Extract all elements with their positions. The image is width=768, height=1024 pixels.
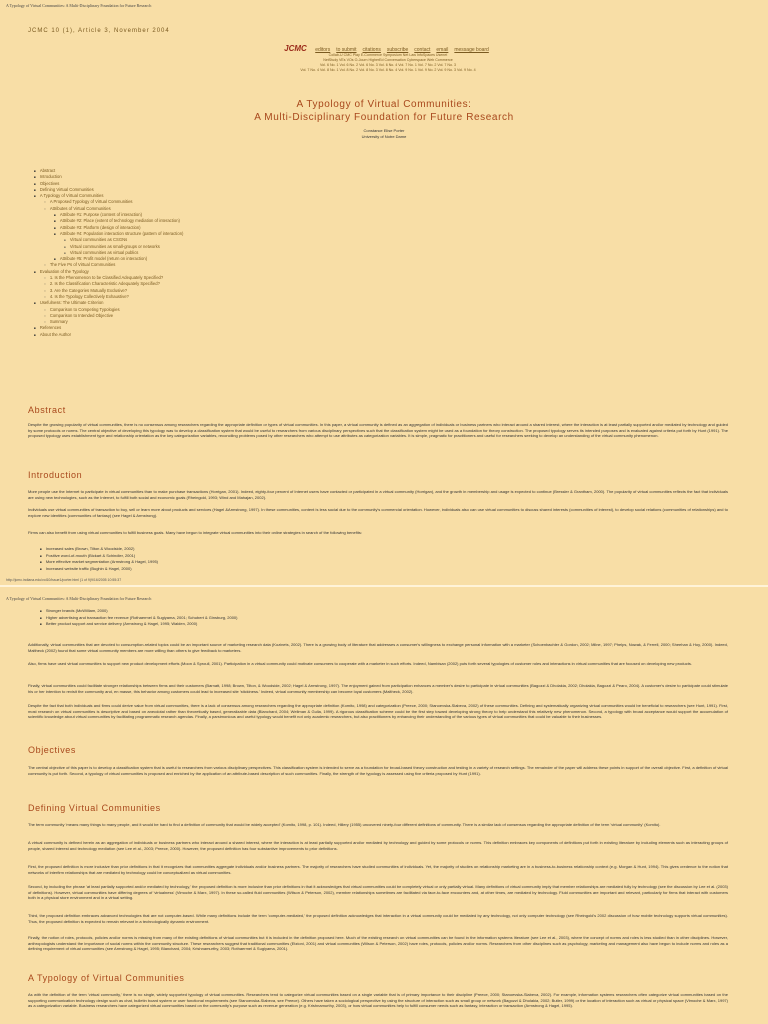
nav-line-5[interactable]: Vol. 7 No. 4 Vol. 8 No. 1 Vol. 8 No. 2 Vol. 8 No. 3 Vol. 8 No. 4 Vol. 9 No. 1 Vol. 9 No. 2 Vol. 9 No. 3 Vol. 9 No. 4 bbox=[300, 68, 476, 72]
toc-link[interactable]: ■ Attribute #2: Place (extent of technology mediation of interaction) bbox=[34, 218, 183, 224]
benefit-item: ■ Stronger brands (McWilliam, 2000) bbox=[40, 608, 237, 615]
benefits-list-2 bbox=[40, 608, 237, 628]
toc-link[interactable]: ○ A Proposed Typology of Virtual Communities bbox=[34, 199, 183, 205]
defining-heading: Defining Virtual Communities bbox=[28, 803, 161, 813]
toc-link[interactable]: ○ 2. Is the Classification Characteristic Adequately Specified? bbox=[34, 281, 183, 287]
defining-paragraph-5: Third, the proposed definition embraces advanced technologies that are not computer-based. While many definitions include the term 'computer-mediated,' the proposed definition acknowledges that interaction in a virtual community could be mediated by any technology, not only computer technology (see Rheingold's 2002 discussion of how mobile technology supports virtual communities). Thus, the proposed definition is expected to remain relevant in a technologically dynamic environment. bbox=[28, 913, 728, 924]
page-footer-url: http://jcmc.indiana.edu/vol10/issue1/porter.html (1 of 9)9/16/2005 10:55:37 bbox=[6, 578, 122, 582]
toc-link[interactable]: ■ A Typology of Virtual Communities bbox=[34, 193, 183, 199]
table-of-contents bbox=[34, 168, 183, 338]
nav-link-email[interactable]: email bbox=[436, 47, 449, 53]
jcmc-logo[interactable]: JCMC bbox=[284, 44, 307, 53]
article-title bbox=[0, 98, 768, 124]
article-title-line1: A Typology of Virtual Communities: bbox=[296, 99, 472, 110]
browser-page-header: A Typology of Virtual Communities: A Multi-Disciplinary Foundation for Future Research bbox=[6, 3, 152, 8]
toc-link[interactable]: ■ Usefulness: The Ultimate Criterion bbox=[34, 300, 183, 306]
toc-link[interactable]: ○ 1. Is the Phenomenon to be Classified Adequately Specified? bbox=[34, 275, 183, 281]
also-paragraph: Also, firms have used virtual communities to support new product development efforts (Moon & Sproull, 2001). Participation in a virtual community could motivate consumers to cooperate with a marketer in such efforts. Indeed, Nambisan (2002) puts forth several typologies of customer roles and interactions in virtual communities that are focused on developing new products. bbox=[28, 661, 692, 666]
journal-nav bbox=[258, 44, 518, 73]
defining-paragraph-3: First, the proposed definition is more inclusive than prior definitions in that it recognizes that communities aggregate individuals and/or business partners. The majority of researchers have studied communities of individuals. Yet, the majority of studies on relationship marketing are in a business-to-business relationship context (e.g. Morgan & Hunt, 1994). This gives credence to the notion that networks of interfirm relationships that are mediated by technology could be conceptualized as virtual communities. bbox=[28, 864, 728, 875]
benefit-item: ■ Better product support and service delivery (Armstrong & Hagel, 1995; Walden, 2000) bbox=[40, 621, 237, 628]
finally-paragraph: Finally, virtual communities could facilitate stronger relationships between firms and their customers (Barnatt, 1998; Brown, Tilton, & Woodside, 2002; Hagel & Armstrong, 1997). The enjoyment gained from participation enhances a member's desire to participate in virtual communities (Bagozzi & Dholakia, 2002; Dholakia, Bagozzi & Pearo, 2004). A customer's desire to participate could stimulate his or her intention to revisit the community and, en masse, this behavior among customers could lead to increased site 'stickiness.' Indeed, virtual community membership can become loyal customers (Maltheck, 2002). bbox=[28, 683, 728, 694]
benefit-item: ■ More effective market segmentation (Armstrong & Hagel, 1995) bbox=[40, 559, 158, 566]
nav-link-editors[interactable]: editors bbox=[315, 47, 331, 53]
nav-link-contact[interactable]: contact bbox=[414, 47, 431, 53]
issue-line: JCMC 10 (1), Article 3, November 2004 bbox=[28, 28, 170, 34]
toc-link[interactable]: ■ Defining Virtual Communities bbox=[34, 187, 183, 193]
typology-heading: A Typology of Virtual Communities bbox=[28, 973, 185, 983]
intro-paragraph-1: More people use the Internet to participate in virtual communities than to make purchase transactions (Horrigan, 2001). Indeed, eighty-four percent of Internet users have contacted or participated in a virtual community (Horrigan), and the growth in membership and usage is expected to continue (Bressler & Grantham, 2000). The popularity of virtual communities reflects the fact that individuals are using new technologies, such as the Internet, to fulfill both social and economic goals (Rheingold, 1993; Wind and Mahajan, 2002). bbox=[28, 489, 728, 500]
benefit-item: ■ Positive word-of-mouth (Bickart & Schindler, 2001) bbox=[40, 553, 158, 560]
toc-link[interactable]: ○ 4. Is the Typology Collectively Exhaustive? bbox=[34, 294, 183, 300]
toc-link[interactable]: ○ 3. Are the Categories Mutually Exclusive? bbox=[34, 288, 183, 294]
toc-link[interactable]: ○ The Five Ps of Virtual Communities bbox=[34, 262, 183, 268]
nav-link-to-submit[interactable]: to submit bbox=[336, 47, 357, 53]
toc-link[interactable]: ○ Comparison to Competing Typologies bbox=[34, 307, 183, 313]
page-break bbox=[0, 585, 768, 587]
introduction-heading: Introduction bbox=[28, 470, 83, 480]
toc-link[interactable]: ● Virtual communities as CSGNs bbox=[34, 237, 183, 243]
toc-link[interactable]: ● Virtual communities as small-groups or networks bbox=[34, 244, 183, 250]
nav-line-3[interactable]: NetStudy VEs VOs O-Journ HigherEd Conversation Cyberspace Web Commerce bbox=[323, 58, 453, 62]
toc-link[interactable]: ○ Summary bbox=[34, 319, 183, 325]
abstract-text: Despite the growing popularity of virtual communities, there is no consensus among researchers regarding the appropriate definition or types of virtual communities. In this paper, a virtual community is defined as an aggregation of individuals or business partners who interact around a shared interest, where the interaction is at least partially supported and/or mediated by technology and guided by some protocols or norms. The central objective of developing this typology was to develop a classification system that would be useful to researchers from various disciplinary perspectives such that the classification system might be used as a foundation for theory construction. The proposed typology serves its intended purposes and is evaluated against criteria put forth by Hunt (1991). The proposed typology uses establishment type and relationship orientation as the key categorization variables, reconciling problems posed by other researchers who attempt to use attributes as categorization variables. It is simple, pragmatic for practitioners and useful for researchers seeking to develop an understanding of the virtual community phenomenon. bbox=[28, 422, 728, 439]
toc-link[interactable]: ■ Attribute #4: Population interaction structure (pattern of interaction) bbox=[34, 231, 183, 237]
nav-link-subscribe[interactable]: subscribe bbox=[386, 47, 409, 53]
toc-link[interactable]: ■ Introduction bbox=[34, 174, 183, 180]
toc-link[interactable]: ■ References bbox=[34, 325, 183, 331]
nav-links-row bbox=[258, 44, 518, 53]
benefit-item: ■ Increased website traffic (Bughin & Hagel, 2000) bbox=[40, 566, 158, 573]
additionally-paragraph: Additionally, virtual communities that are devoted to consumption-related topics could be an important source of marketing research data (Kozinets, 2002). There is a growing body of literature that addresses a consumer's willingness to exchange personal information with a marketer (Schoenbachler & Gordon, 2002; Milne, 1997; Phelps, Nowak, & Ferrell, 2000; Sheehan & Hoy, 2000). Indeed, Maltheck (2002) found that some virtual community members are more willing than others to give feedback to marketers. bbox=[28, 642, 728, 653]
intro-paragraph-2: Individuals use virtual communities of transaction to buy, sell or learn more about products and services (Hagel &Armstrong, 1997). In these communities, content is less social due to the community's commercial orientation. However, individuals also can use virtual communities to discuss shared interests (communities of interest), to develop social relations (communities of relationships) and to explore new identities (communities of fantasy) (see Hagel & Armstrong). bbox=[28, 507, 728, 518]
benefit-item: ■ Increased sales (Brown, Tilton & Woodside, 2002) bbox=[40, 546, 158, 553]
toc-link[interactable]: ○ Attributes of Virtual Communities bbox=[34, 206, 183, 212]
toc-link[interactable]: ■ Abstract bbox=[34, 168, 183, 174]
author-block bbox=[0, 128, 768, 140]
nav-line-4[interactable]: Vol. 6 No. 1 Vol. 6 No. 2 Vol. 6 No. 3 Vol. 6 No. 4 Vol. 7 No. 1 Vol. 7 No. 2 Vol. 7 No. 3 bbox=[319, 63, 457, 67]
toc-link[interactable]: ■ Evaluation of the Typology bbox=[34, 269, 183, 275]
nav-line-2[interactable]: Collab-U CMC Play E-Commerce Symposium Net Law InfoSpaces Usenet bbox=[328, 53, 448, 57]
nav-link-message-board[interactable]: message board bbox=[454, 47, 489, 53]
article-title-line2: A Multi-Disciplinary Foundation for Future Research bbox=[254, 112, 514, 123]
benefits-list-1 bbox=[40, 546, 158, 572]
abstract-heading: Abstract bbox=[28, 405, 66, 415]
toc-link[interactable]: ■ Attribute #3: Platform (design of interaction) bbox=[34, 225, 183, 231]
author-affiliation: University of Notre Dame bbox=[361, 134, 407, 139]
intro-paragraph-3: Firms can also benefit from using virtual communities to fulfill business goals. Many have begun to integrate virtual communities into their online strategies in search of the following benefits: bbox=[28, 530, 362, 535]
nav-link-citations[interactable]: citations bbox=[362, 47, 381, 53]
defining-paragraph-4: Second, by including the phrase 'at least partially supported and/or mediated by technology,' the proposed definition is more inclusive than prior definitions in that it acknowledges that virtual communities could be completely virtual or only partially virtual. Many definitions of virtual community imply that member relationships are mediated fully by technology (see the discussion by Lee et al. (2003) of definitions). However, virtual communities have differing degrees of 'virtualness' (Vimoche & Marx, 1997). In these so-called fluid communities (Wilson & Peterson, 2002), member relationships sometimes are facilitated via face-to-face encounters and, at other times, are mediated by technology. Fluid communities are important and relevant, particularly for firms that interact with customers both in a physical store environment and in a virtual setting. bbox=[28, 884, 728, 901]
despite-paragraph: Despite the fact that both individuals and firms could derive value from virtual communities, there is a lack of consensus among researchers regarding the appropriate definition (Komito, 1998) and categorization (Preece, 2000; Stanoevska-Slabeva, 2002) of these communities. Defining and systematically organizing virtual communities would be beneficial to researchers (see Hunt, 1991). First, most research on virtual communities is descriptive and based on anecdotal rather than theoretically based, generalizable data (Blanchard, 2004; Wellman & Gulia, 1999). A rigorous classification scheme could be the first step toward developing strong theory to help understand this relatively new phenomenon. Second, a typology with broad acceptance would support the accumulation of scientific knowledge about virtual communities by facilitating programmatic research agendas. Finally, a parsimonious and useful typology would benefit not only academic researchers, but also practitioners by enhancing their understanding of the various types of virtual communities that could be valuable to their businesses. bbox=[28, 703, 728, 720]
objectives-text: The central objective of this paper is to develop a classification system that is useful to researchers from various disciplinary perspectives. This classification system is intended to serve as a foundation for broad-based theory construction and testing in a variety of research settings. The remainder of the paper will address these points in support of the overall objective. First, a definition of virtual community is put forth. Second, a typology of virtual communities is proposed and enriched by the application of an attribute-based description of such communities. Finally, the strength of the typology is assessed using five criteria proposed by Hunt (1991). bbox=[28, 765, 728, 776]
objectives-heading: Objectives bbox=[28, 745, 77, 755]
benefit-item: ■ Higher advertising and transaction fee revenue (Rothaermel & Sugiyama, 2001; Schubert & Ginsburg, 2000) bbox=[40, 615, 237, 622]
typology-paragraph-1: As with the definition of the term 'virtual community,' there is no single, widely supported typology of virtual communities. Researchers tend to categorize virtual communities based on a single variable that is of primary importance to their discipline (Preece, 2000; Stanoevska-Slabeva, 2002). For example, information systems researchers often categorize virtual communities based on the supporting communication technology design such as chat, bulletin board system or user functional requirements (see Stanoevska-Slabeva, see Preece). Others have taken a sociological perspective by using the structure of interaction such as small group or network (Bagozzi & Dholakia, 2002; Butler, 1999) or the location of interaction such as virtual or physical space (Vimoche & Marx, 1997) as a categorization variable. Business researchers have categorized virtual communities based on the community's purpose such as revenue generation (e.g. Krishnamurthy, 2003), or how virtual communities help to fulfill consumer needs such as fantasy, interaction or transaction (Armstrong & Hagel, 1995). bbox=[28, 992, 728, 1009]
toc-link[interactable]: ■ Attribute #1: Purpose (content of interaction) bbox=[34, 212, 183, 218]
toc-link[interactable]: ■ Objectives bbox=[34, 181, 183, 187]
toc-link[interactable]: ● Virtual communities as virtual publics bbox=[34, 250, 183, 256]
defining-paragraph-1: The term community 'means many things to many people, and it would be hard to find a definition of community that would be widely accepted' (Komito, 1998, p. 101). Indeed, Hillery (1955) uncovered ninety-four different definitions of community. There is a similar lack of consensus regarding the appropriate definition of the term 'virtual community' (Komito). bbox=[28, 822, 661, 827]
toc-link[interactable]: ■ Attribute #5: Profit model (return on interaction) bbox=[34, 256, 183, 262]
browser-page-header-2: A Typology of Virtual Communities: A Multi-Disciplinary Foundation for Future Research bbox=[6, 596, 152, 601]
toc-link[interactable]: ■ About the Author bbox=[34, 332, 183, 338]
toc-link[interactable]: ○ Comparison to Intended Objective bbox=[34, 313, 183, 319]
defining-paragraph-2: A virtual community is defined herein as an aggregation of individuals or business partners who interact around a shared interest, where the interaction is at least partially supported and/or mediated by technology and guided by some protocols or norms. This definition embraces key components of definitions put forth in existing literature by including elements such as interacting groups of people, shared interest and technology mediation (see Lee et al., 2003; Preece, 2000). However, the proposed definition has four substantive improvements to prior definitions. bbox=[28, 840, 728, 851]
author-name: Constance Elise Porter bbox=[363, 128, 405, 133]
defining-paragraph-6: Finally, the notion of roles, protocols, policies and/or norms is missing from many of the existing definitions of virtual communities but it is included in the definition proposed here. Much of the existing research on virtual communities can be found in the information systems literature (see Lee et al., 2003), where the concept of norms and roles is less studied than in other disciplines. However, anthropologists understand the importance of social norms within the community structure. These researchers suggest that traditional communities (Etzioni, 2001) and virtual communities (Wilson & Peterson, 2002) have roles, protocols, policies and/or norms. Researchers from other disciplines such as psychology, marketing and management also have begun to include norms and roles as a defining requirement of virtual communities (see Armstrong & Hagel, 1995; Blanchard, 2004; Krishnamurthy, 2003; Rothaermel & Sugiyama, 2001). bbox=[28, 935, 728, 952]
